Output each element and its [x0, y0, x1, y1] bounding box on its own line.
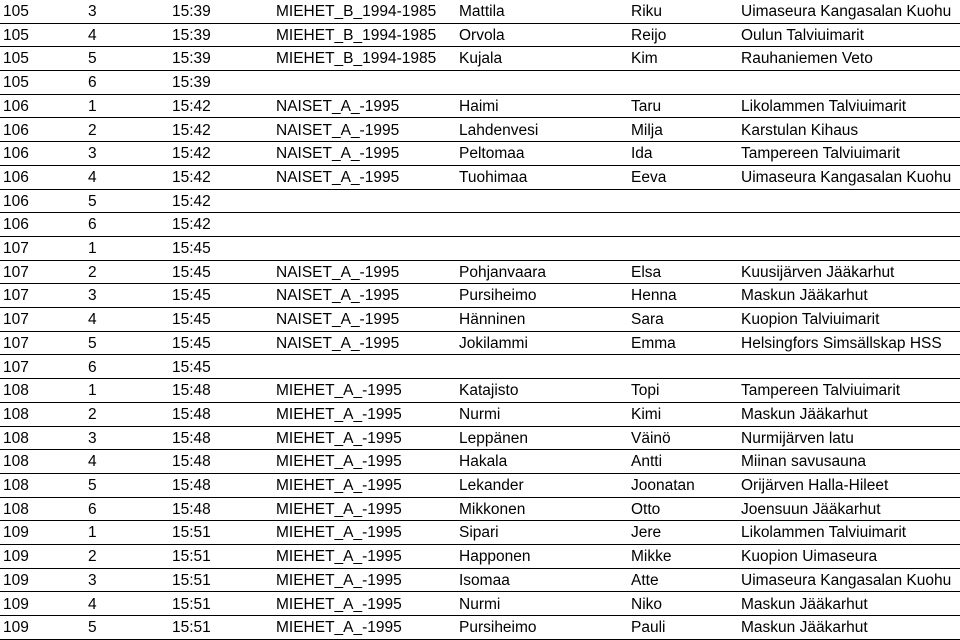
table-row — [0, 545, 960, 569]
club-cell: Orijärven Halla-Hileet — [741, 477, 889, 494]
table-row — [0, 403, 960, 427]
table-row — [0, 47, 960, 71]
heat-number-cell: 105 — [3, 3, 29, 20]
start-time-cell: 15:42 — [172, 216, 211, 234]
club-cell: Rauhaniemen Veto — [741, 50, 873, 68]
start-time-cell: 15:39 — [172, 3, 211, 20]
table-row — [0, 379, 960, 403]
lane-number-cell: 1 — [88, 97, 97, 115]
start-time-cell: 15:51 — [172, 548, 211, 566]
first-name-cell: Reijo — [631, 26, 667, 44]
club-cell: Karstulan Kihaus — [741, 121, 859, 139]
table-row — [0, 284, 960, 308]
heat-number-cell: 108 — [3, 429, 29, 447]
start-time-cell: 15:48 — [172, 453, 211, 471]
lane-number-cell: 5 — [88, 192, 97, 210]
lane-number-cell: 4 — [88, 595, 97, 613]
last-name-cell: Haimi — [459, 97, 499, 115]
lane-number-cell: 1 — [88, 382, 97, 400]
lane-number-cell: 3 — [88, 571, 97, 589]
heat-number-cell: 109 — [3, 595, 29, 613]
table-row — [0, 166, 960, 190]
club-cell: Likolammen Talviuimarit — [741, 524, 907, 542]
category-cell: MIEHET_B_1994-1985 — [276, 50, 437, 68]
first-name-cell: Joonatan — [631, 477, 695, 494]
lane-number-cell: 3 — [88, 3, 97, 20]
last-name-cell: Hakala — [459, 453, 508, 471]
table-row — [0, 261, 960, 285]
lane-number-cell: 6 — [88, 74, 97, 92]
club-cell: Tampereen Talviuimarit — [741, 145, 901, 163]
first-name-cell: Riku — [631, 3, 663, 20]
lane-number-cell: 5 — [88, 619, 97, 637]
start-time-cell: 15:45 — [172, 334, 211, 352]
start-time-cell: 15:45 — [172, 240, 211, 257]
lane-number-cell: 2 — [88, 405, 97, 423]
category-cell: MIEHET_A_-1995 — [276, 619, 402, 637]
heat-number-cell: 106 — [3, 121, 29, 139]
lane-number-cell: 2 — [88, 121, 97, 139]
start-time-cell: 15:51 — [172, 595, 211, 613]
last-name-cell: Mattila — [459, 3, 505, 20]
heat-number-cell: 108 — [3, 477, 29, 494]
table-row — [0, 71, 960, 95]
club-cell: Tampereen Talviuimarit — [741, 382, 901, 400]
first-name-cell: Topi — [631, 382, 660, 400]
heat-number-cell: 106 — [3, 97, 29, 115]
start-time-cell: 15:48 — [172, 382, 211, 400]
club-cell: Joensuun Jääkarhut — [741, 500, 881, 518]
lane-number-cell: 4 — [88, 26, 97, 44]
category-cell: NAISET_A_-1995 — [276, 97, 400, 115]
last-name-cell: Pohjanvaara — [459, 263, 547, 281]
category-cell: MIEHET_B_1994-1985 — [276, 26, 437, 44]
start-time-cell: 15:45 — [172, 311, 211, 329]
club-cell: Maskun Jääkarhut — [741, 595, 868, 613]
category-cell: MIEHET_A_-1995 — [276, 548, 402, 566]
table-row — [0, 332, 960, 356]
category-cell: MIEHET_B_1994-1985 — [276, 3, 437, 20]
start-time-cell: 15:39 — [172, 74, 211, 92]
heat-number-cell: 109 — [3, 524, 29, 542]
category-cell: MIEHET_A_-1995 — [276, 571, 402, 589]
club-cell: Likolammen Talviuimarit — [741, 97, 907, 115]
table-row — [0, 0, 960, 24]
category-cell: NAISET_A_-1995 — [276, 145, 400, 163]
start-time-cell: 15:48 — [172, 429, 211, 447]
first-name-cell: Pauli — [631, 619, 666, 637]
last-name-cell: Mikkonen — [459, 500, 526, 518]
first-name-cell: Jere — [631, 524, 662, 542]
heat-number-cell: 105 — [3, 26, 29, 44]
first-name-cell: Henna — [631, 287, 677, 305]
category-cell: MIEHET_A_-1995 — [276, 382, 402, 400]
table-row — [0, 119, 960, 143]
category-cell: MIEHET_A_-1995 — [276, 429, 402, 447]
first-name-cell: Elsa — [631, 263, 662, 281]
club-cell: Miinan savusauna — [741, 453, 866, 471]
last-name-cell: Nurmi — [459, 405, 501, 423]
heat-number-cell: 109 — [3, 548, 29, 566]
category-cell: NAISET_A_-1995 — [276, 263, 400, 281]
lane-number-cell: 2 — [88, 263, 97, 281]
table-row — [0, 95, 960, 119]
last-name-cell: Pursiheimo — [459, 619, 537, 637]
last-name-cell: Happonen — [459, 548, 531, 566]
heat-number-cell: 107 — [3, 311, 29, 329]
start-time-cell: 15:42 — [172, 192, 211, 210]
heat-number-cell: 109 — [3, 571, 29, 589]
last-name-cell: Orvola — [459, 26, 505, 44]
lane-number-cell: 2 — [88, 548, 97, 566]
first-name-cell: Kimi — [631, 405, 662, 423]
category-cell: NAISET_A_-1995 — [276, 121, 400, 139]
first-name-cell: Atte — [631, 571, 659, 589]
heat-number-cell: 107 — [3, 240, 29, 257]
start-time-cell: 15:42 — [172, 168, 211, 186]
club-cell: Helsingfors Simsällskap HSS — [741, 334, 942, 352]
lane-number-cell: 4 — [88, 311, 97, 329]
club-cell: Uimaseura Kangasalan Kuohu — [741, 571, 952, 589]
lane-number-cell: 6 — [88, 216, 97, 234]
table-row — [0, 427, 960, 451]
first-name-cell: Niko — [631, 595, 663, 613]
first-name-cell: Taru — [631, 97, 662, 115]
lane-number-cell: 5 — [88, 50, 97, 68]
start-time-cell: 15:45 — [172, 263, 211, 281]
first-name-cell: Eeva — [631, 168, 667, 186]
first-name-cell: Ida — [631, 145, 653, 163]
table-row — [0, 142, 960, 166]
heat-number-cell: 108 — [3, 453, 29, 471]
last-name-cell: Pursiheimo — [459, 287, 537, 305]
heat-number-cell: 107 — [3, 334, 29, 352]
start-time-cell: 15:45 — [172, 358, 211, 376]
lane-number-cell: 6 — [88, 500, 97, 518]
first-name-cell: Sara — [631, 311, 664, 329]
table-row — [0, 593, 960, 617]
club-cell: Uimaseura Kangasalan Kuohu — [741, 3, 952, 20]
heat-number-cell: 107 — [3, 358, 29, 376]
category-cell: NAISET_A_-1995 — [276, 287, 400, 305]
category-cell: MIEHET_A_-1995 — [276, 524, 402, 542]
category-cell: NAISET_A_-1995 — [276, 168, 400, 186]
start-time-cell: 15:39 — [172, 26, 211, 44]
heat-number-cell: 107 — [3, 263, 29, 281]
last-name-cell: Nurmi — [459, 595, 501, 613]
start-time-cell: 15:51 — [172, 524, 211, 542]
last-name-cell: Lekander — [459, 477, 524, 494]
lane-number-cell: 3 — [88, 287, 97, 305]
lane-number-cell: 4 — [88, 168, 97, 186]
table-row — [0, 616, 960, 640]
lane-number-cell: 5 — [88, 477, 97, 494]
heat-number-cell: 108 — [3, 500, 29, 518]
start-time-cell: 15:51 — [172, 571, 211, 589]
heat-number-cell: 105 — [3, 74, 29, 92]
table-row — [0, 24, 960, 48]
start-time-cell: 15:48 — [172, 500, 211, 518]
heat-number-cell: 107 — [3, 287, 29, 305]
last-name-cell: Katajisto — [459, 382, 519, 400]
lane-number-cell: 6 — [88, 358, 97, 376]
first-name-cell: Mikke — [631, 548, 672, 566]
first-name-cell: Emma — [631, 334, 676, 352]
club-cell: Kuopion Talviuimarit — [741, 311, 880, 329]
heat-number-cell: 109 — [3, 619, 29, 637]
club-cell: Oulun Talviuimarit — [741, 26, 864, 44]
table-row — [0, 521, 960, 545]
lane-number-cell: 1 — [88, 524, 97, 542]
last-name-cell: Kujala — [459, 50, 503, 68]
last-name-cell: Lahdenvesi — [459, 121, 539, 139]
lane-number-cell: 1 — [88, 240, 97, 257]
table-row — [0, 308, 960, 332]
lane-number-cell: 3 — [88, 145, 97, 163]
table-row — [0, 474, 960, 498]
last-name-cell: Jokilammi — [459, 334, 528, 352]
category-cell: NAISET_A_-1995 — [276, 334, 400, 352]
last-name-cell: Tuohimaa — [459, 168, 528, 186]
heat-number-cell: 108 — [3, 382, 29, 400]
category-cell: MIEHET_A_-1995 — [276, 477, 402, 494]
table-row — [0, 498, 960, 522]
table-row — [0, 213, 960, 237]
first-name-cell: Kim — [631, 50, 658, 68]
start-time-cell: 15:42 — [172, 145, 211, 163]
club-cell: Maskun Jääkarhut — [741, 619, 868, 637]
start-time-cell: 15:42 — [172, 97, 211, 115]
table-row — [0, 356, 960, 380]
club-cell: Uimaseura Kangasalan Kuohu — [741, 168, 952, 186]
last-name-cell: Hänninen — [459, 311, 526, 329]
category-cell: MIEHET_A_-1995 — [276, 595, 402, 613]
start-time-cell: 15:51 — [172, 619, 211, 637]
category-cell: NAISET_A_-1995 — [276, 311, 400, 329]
first-name-cell: Väinö — [631, 429, 671, 447]
heat-number-cell: 105 — [3, 50, 29, 68]
table-row — [0, 450, 960, 474]
heat-number-cell: 108 — [3, 405, 29, 423]
start-time-cell: 15:45 — [172, 287, 211, 305]
category-cell: MIEHET_A_-1995 — [276, 500, 402, 518]
last-name-cell: Isomaa — [459, 571, 510, 589]
first-name-cell: Otto — [631, 500, 661, 518]
category-cell: MIEHET_A_-1995 — [276, 453, 402, 471]
club-cell: Nurmijärven latu — [741, 429, 854, 447]
club-cell: Kuopion Uimaseura — [741, 548, 878, 566]
start-time-cell: 15:39 — [172, 50, 211, 68]
table-row — [0, 569, 960, 593]
club-cell: Maskun Jääkarhut — [741, 405, 868, 423]
heat-number-cell: 106 — [3, 168, 29, 186]
last-name-cell: Peltomaa — [459, 145, 525, 163]
last-name-cell: Leppänen — [459, 429, 528, 447]
start-time-cell: 15:48 — [172, 477, 211, 494]
last-name-cell: Sipari — [459, 524, 499, 542]
lane-number-cell: 3 — [88, 429, 97, 447]
start-time-cell: 15:48 — [172, 405, 211, 423]
heat-number-cell: 106 — [3, 216, 29, 234]
club-cell: Maskun Jääkarhut — [741, 287, 868, 305]
lane-number-cell: 4 — [88, 453, 97, 471]
club-cell: Kuusijärven Jääkarhut — [741, 263, 895, 281]
heat-number-cell: 106 — [3, 145, 29, 163]
first-name-cell: Milja — [631, 121, 663, 139]
start-time-cell: 15:42 — [172, 121, 211, 139]
first-name-cell: Antti — [631, 453, 663, 471]
table-row — [0, 190, 960, 214]
lane-number-cell: 5 — [88, 334, 97, 352]
category-cell: MIEHET_A_-1995 — [276, 405, 402, 423]
table-row — [0, 237, 960, 261]
heat-number-cell: 106 — [3, 192, 29, 210]
